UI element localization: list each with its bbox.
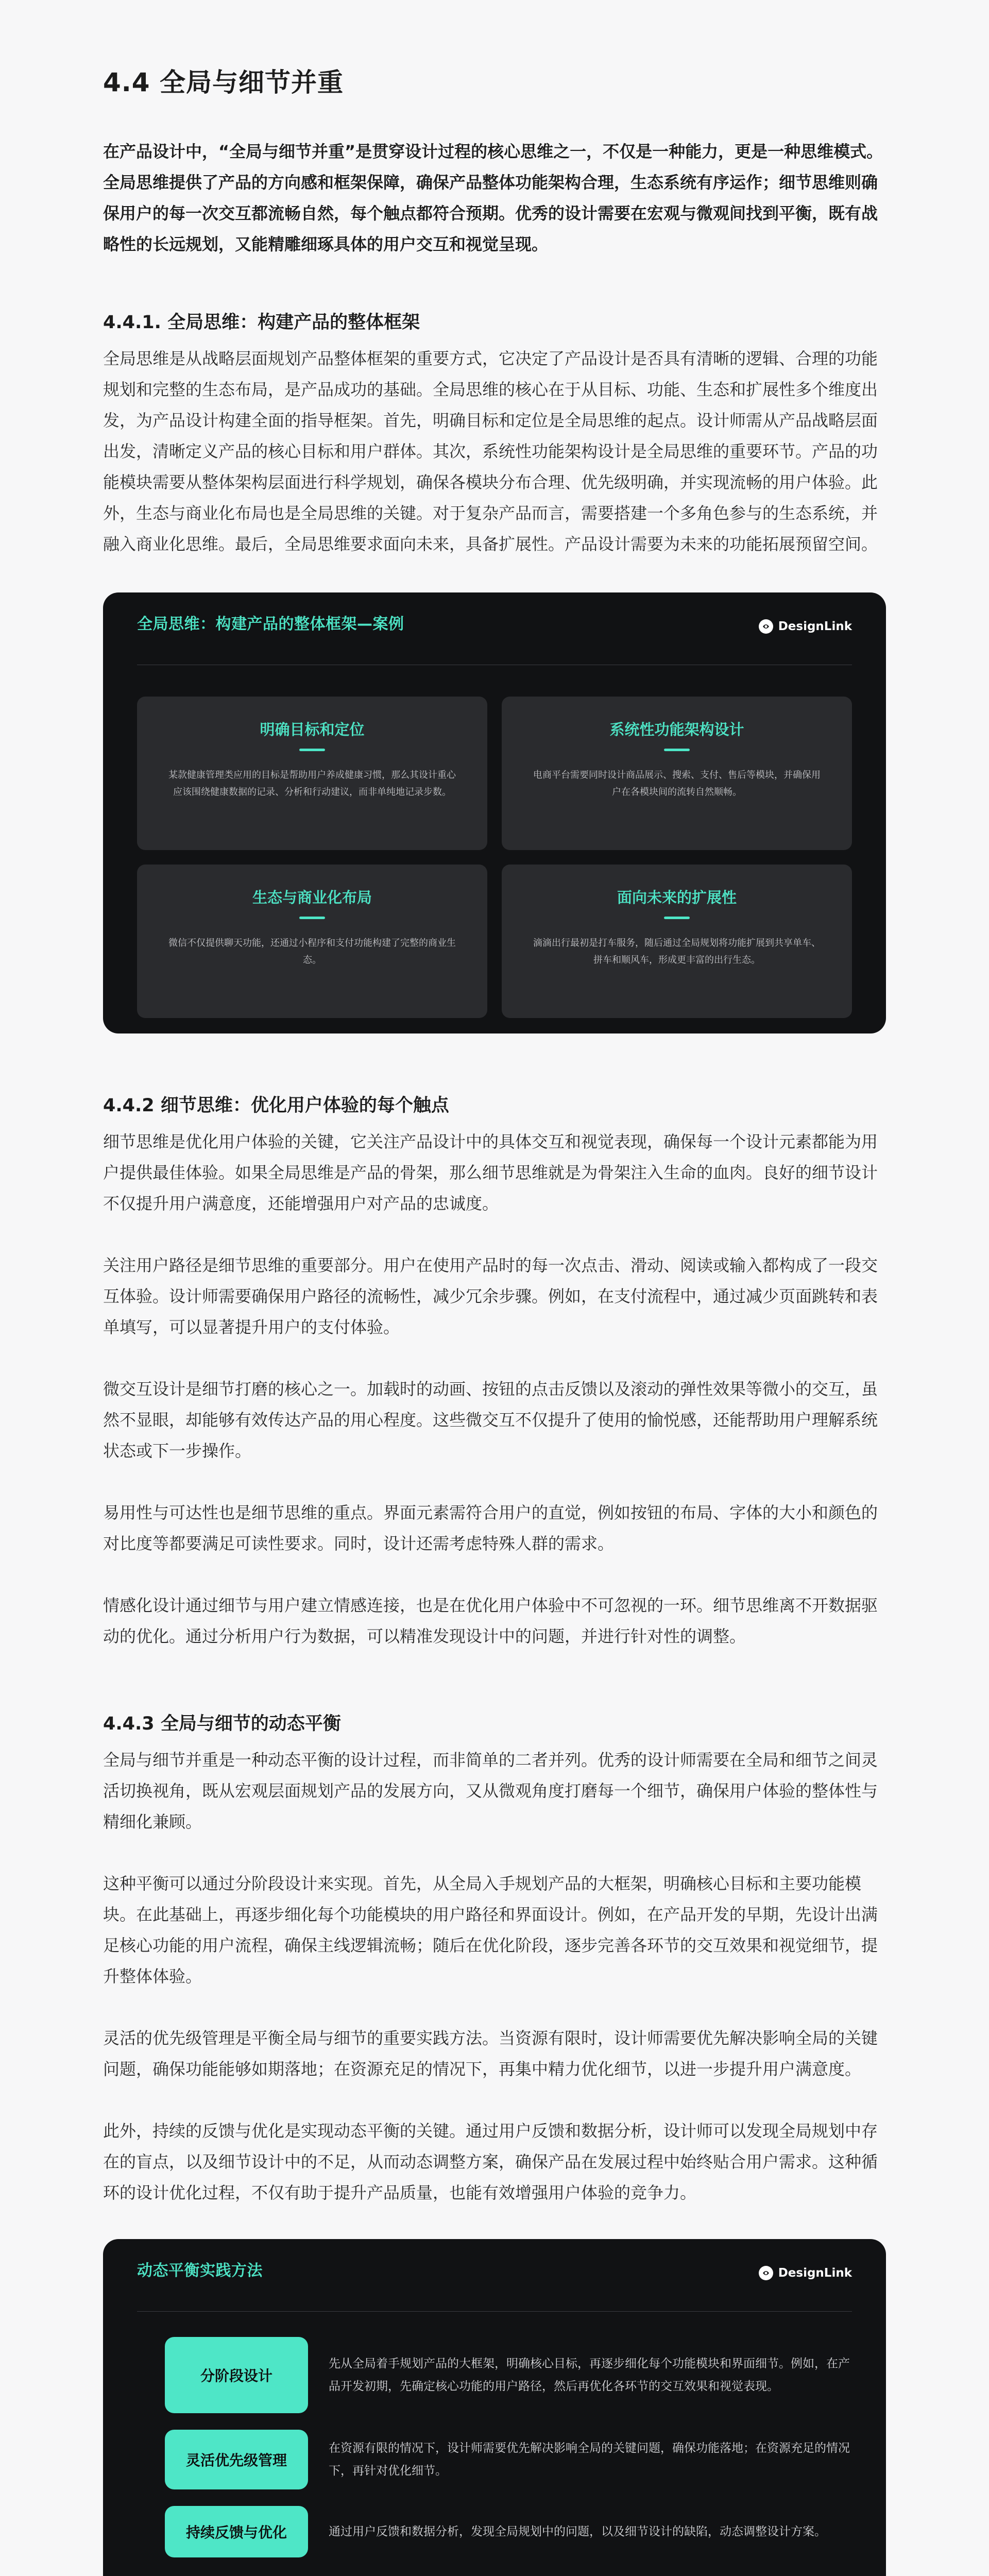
- step-description: 在资源有限的情况下，设计师需要优先解决影响全局的关键问题，确保功能落地；在资源充足的情况下，再针对优化细节。: [329, 2442, 850, 2478]
- case-tile-title: 面向未来的扩展性: [617, 889, 737, 906]
- section-global-paragraph: 全局思维是从战略层面规划产品整体框架的重要方式，它决定了产品设计是否具有清晰的逻辑、合理的功能规划和完整的生态布局，是产品成功的基础。全局思维的核心在于从目标、功能、生态和扩展性多个维度出发，为产品设计构建全面的指导框架。首先，明确目标和定位是全局思维的起点。设计师需从产品战略层面出发，清晰定义产品的核心目标和用户群体。其次，系统性功能架构设计是全局思维的重要环节。产品的功能模块需要从整体架构层面进行科学规划，确保各模块分布合理、优先级明确，并实现流畅的用户体验。此外，生态与商业化布局也是全局思维的关键。对于复杂产品而言，需要搭建一个多角色参与的生态系统，并融入商业化思维。最后，全局思维要求面向未来，具备扩展性。产品设计需要为未来的功能拓展预留空间。: [103, 349, 878, 554]
- case-tile-architecture: [502, 697, 852, 850]
- brand-name: DesignLink: [778, 620, 852, 633]
- tile-accent-bar: [299, 749, 325, 751]
- practice-step: [165, 2430, 852, 2489]
- step-label-feedback: 持续反馈与优化: [165, 2506, 308, 2557]
- case-tile-desc: 微信不仅提供聊天功能，还通过小程序和支付功能构建了完整的商业生态。: [168, 938, 456, 965]
- global-thinking-case-card: [103, 592, 886, 1033]
- section-heading-global: 4.4.1. 全局思维：构建产品的整体框架: [103, 312, 420, 333]
- card-header: [137, 592, 852, 648]
- intro-paragraph: 在产品设计中，“全局与细节并重”是贯穿设计过程的核心思维之一，不仅是一种能力，更是一种思维模式。全局思维提供了产品的方向感和框架保障，确保产品整体功能架构合理，生态系统有序运作；细节思维则确保用户的每一次交互都流畅自然，每个触点都符合预期。优秀的设计需要在宏观与微观间找到平衡，既有战略性的长远规划，又能精雕细琢具体的用户交互和视觉呈现。: [103, 142, 883, 254]
- section-heading-balance: 4.4.3 全局与细节的动态平衡: [103, 1714, 341, 1734]
- practice-step: [165, 2337, 852, 2413]
- tile-accent-bar: [664, 917, 690, 919]
- article-content: [103, 62, 886, 2576]
- page-title: 4.4 全局与细节并重: [103, 67, 344, 97]
- brand-logo: [759, 2266, 852, 2280]
- case-tile-desc: 电商平台需要同时设计商品展示、搜索、支付、售后等模块，并确保用户在各模块间的流转自然顺畅。: [533, 770, 821, 798]
- step-description: 通过用户反馈和数据分析，发现全局规划中的问题，以及细节设计的缺陷，动态调整设计方案。: [329, 2525, 826, 2538]
- section-detail-paragraph: 易用性与可达性也是细节思维的重点。界面元素需符合用户的直觉，例如按钮的布局、字体的大小和颜色的对比度等都要满足可读性要求。同时，设计还需考虑特殊人群的需求。: [103, 1503, 878, 1553]
- case-tile-title: 生态与商业化布局: [252, 889, 372, 906]
- tile-accent-bar: [299, 917, 325, 919]
- section-detail-paragraph: 关注用户路径是细节思维的重要部分。用户在使用产品时的每一次点击、滑动、阅读或输入都构成了一段交互体验。设计师需要确保用户路径的流畅性，减少冗余步骤。例如，在支付流程中，通过减少页面跳转和表单填写，可以显著提升用户的支付体验。: [103, 1256, 878, 1337]
- practice-steps: [165, 2337, 852, 2574]
- case-tile-desc: 滴滴出行最初是打车服务，随后通过全局规划将功能扩展到共享单车、拼车和顺风车，形成更丰富的出行生态。: [533, 938, 821, 965]
- section-balance-paragraph: 这种平衡可以通过分阶段设计来实现。首先，从全局入手规划产品的大框架，明确核心目标和主要功能模块。在此基础上，再逐步细化每个功能模块的用户路径和界面设计。例如，在产品开发的早期，先设计出满足核心功能的用户流程，确保主线逻辑流畅；随后在优化阶段，逐步完善各环节的交互效果和视觉细节，提升整体体验。: [103, 1874, 878, 1986]
- designlink-logo-icon: [759, 619, 773, 634]
- designlink-logo-icon: [759, 2266, 773, 2280]
- card-header: [137, 2239, 852, 2295]
- case-tile-extensibility: [502, 865, 852, 1018]
- case-tile-ecosystem: [137, 865, 487, 1018]
- step-description: 先从全局着手规划产品的大框架，明确核心目标，再逐步细化每个功能模块和界面细节。例如，在产品开发初期，先确定核心功能的用户路径，然后再优化各环节的交互效果和视觉表现。: [329, 2357, 850, 2393]
- case-grid: [137, 697, 852, 1018]
- tile-accent-bar: [664, 749, 690, 751]
- practice-step: [165, 2506, 852, 2557]
- case-tile-title: 明确目标和定位: [260, 721, 365, 738]
- balance-practice-card: [103, 2239, 886, 2576]
- section-detail-paragraph: 微交互设计是细节打磨的核心之一。加载时的动画、按钮的点击反馈以及滚动的弹性效果等微小的交互，虽然不显眼，却能够有效传达产品的用心程度。这些微交互不仅提升了使用的愉悦感，还能帮助用户理解系统状态或下一步操作。: [103, 1379, 878, 1461]
- case-tile-desc: 某款健康管理类应用的目标是帮助用户养成健康习惯，那么其设计重心应该围绕健康数据的记录、分析和行动建议，而非单纯地记录步数。: [168, 770, 456, 798]
- case-tile-goal: [137, 697, 487, 850]
- step-label-priority: 灵活优先级管理: [165, 2430, 308, 2489]
- section-detail-paragraph: 细节思维是优化用户体验的关键，它关注产品设计中的具体交互和视觉表现，确保每一个设计元素都能为用户提供最佳体验。如果全局思维是产品的骨架，那么细节思维就是为骨架注入生命的血肉。良好的细节设计不仅提升用户满意度，还能增强用户对产品的忠诚度。: [103, 1132, 878, 1213]
- section-balance-paragraph: 此外，持续的反馈与优化是实现动态平衡的关键。通过用户反馈和数据分析，设计师可以发现全局规划中存在的盲点，以及细节设计中的不足，从而动态调整方案，确保产品在发展过程中始终贴合用户需求。这种循环的设计优化过程，不仅有助于提升产品质量，也能有效增强用户体验的竞争力。: [103, 2121, 878, 2202]
- step-label-staged-design: 分阶段设计: [165, 2337, 308, 2413]
- card-divider: [137, 2311, 852, 2312]
- section-detail-paragraph: 情感化设计通过细节与用户建立情感连接，也是在优化用户体验中不可忽视的一环。细节思维离不开数据驱动的优化。通过分析用户行为数据，可以精准发现设计中的问题，并进行针对性的调整。: [103, 1596, 878, 1646]
- brand-logo: [759, 619, 852, 634]
- card-title: 全局思维：构建产品的整体框架—案例: [137, 615, 404, 633]
- section-balance-paragraph: 灵活的优先级管理是平衡全局与细节的重要实践方法。当资源有限时，设计师需要优先解决影响全局的关键问题，确保功能能够如期落地；在资源充足的情况下，再集中精力优化细节，以进一步提升用户满意度。: [103, 2028, 878, 2079]
- section-balance-paragraph: 全局与细节并重是一种动态平衡的设计过程，而非简单的二者并列。优秀的设计师需要在全局和细节之间灵活切换视角，既从宏观层面规划产品的发展方向，又从微观角度打磨每一个细节，确保用户体验的整体性与精细化兼顾。: [103, 1750, 878, 1832]
- case-tile-title: 系统性功能架构设计: [609, 721, 744, 738]
- section-heading-detail: 4.4.2 细节思维：优化用户体验的每个触点: [103, 1095, 449, 1116]
- card-title: 动态平衡实践方法: [137, 2262, 263, 2280]
- brand-name: DesignLink: [778, 2266, 852, 2280]
